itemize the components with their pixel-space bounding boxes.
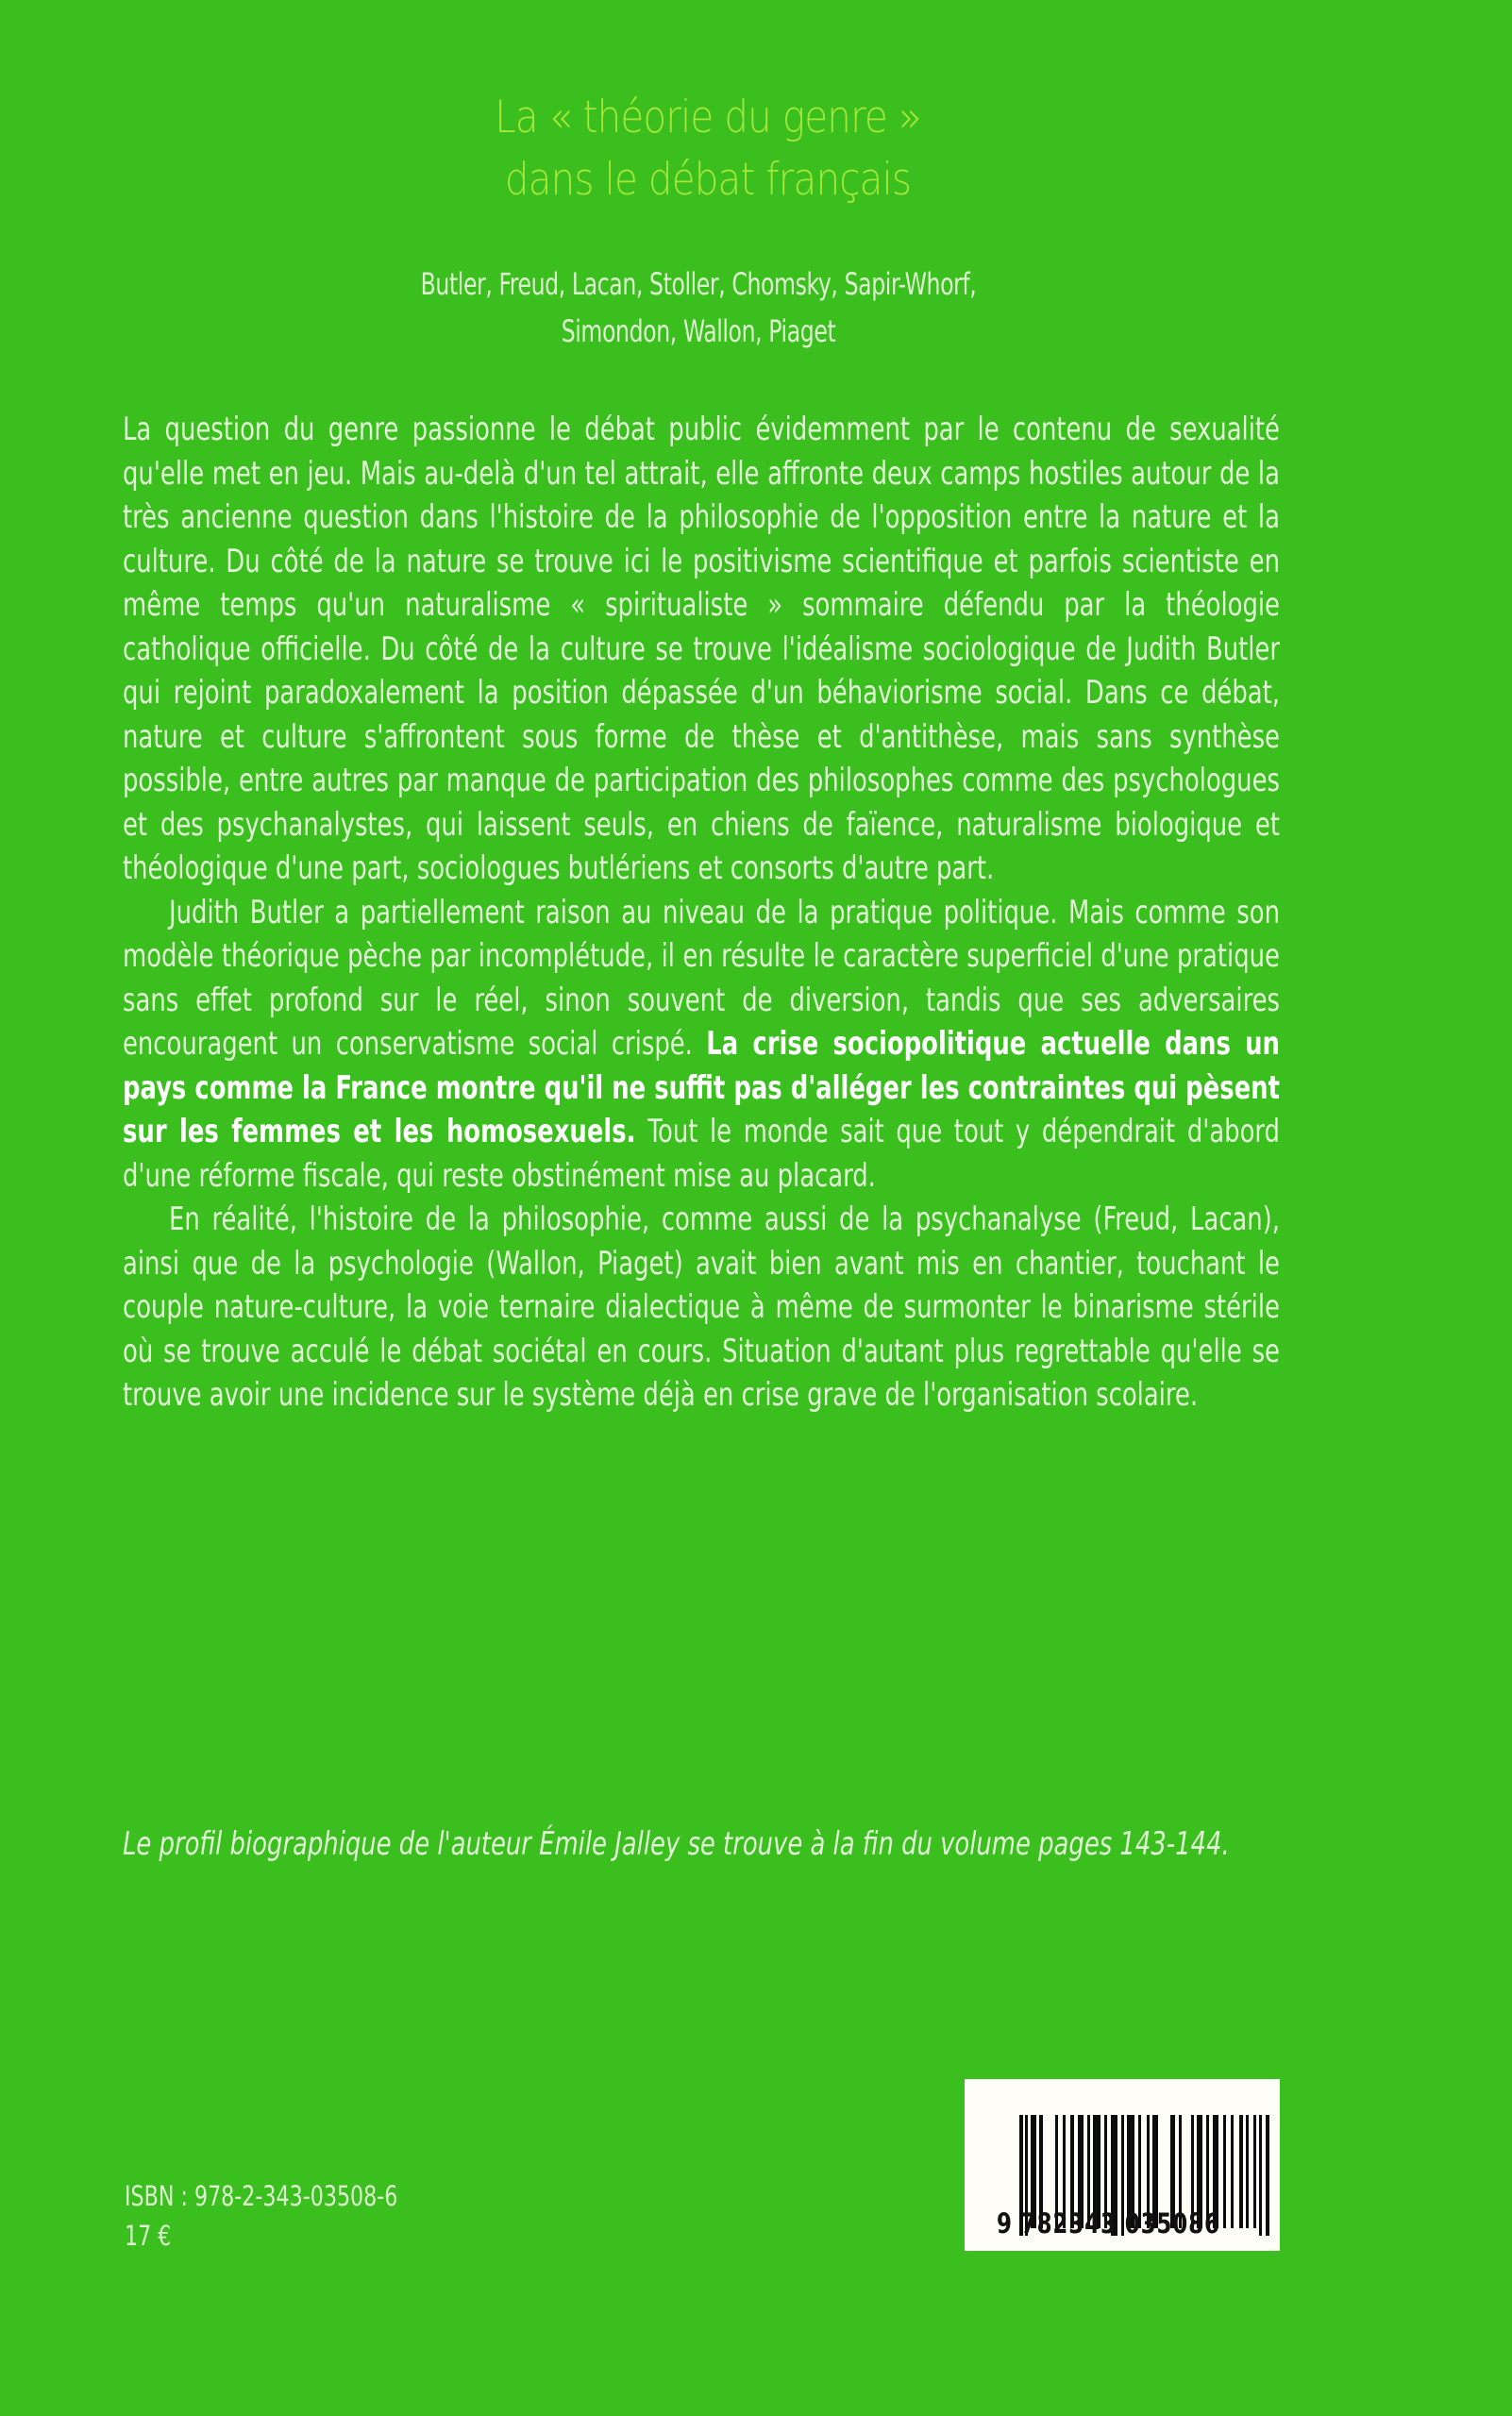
title-line-2: dans le débat français [504,154,912,206]
isbn-text: ISBN : 978-2-343-03508-6 [125,2180,398,2212]
subtitle-line-2: Simondon, Wallon, Piaget [561,313,836,349]
paragraph-2-bold-emphasis: La crise sociopolitique actuelle dans un pays comme la France montre qu'il ne suffit pas d'alléger les contraintes qui pèsent sur les femmes et les homosexuels. [123,1025,1280,1150]
subtitle-line-1: Butler, Freud, Lacan, Stoller, Chomsky, Sapir-Whorf, [420,266,977,302]
price-text: 17 € [125,2220,172,2252]
book-subtitle [311,260,1085,355]
paragraph-2-end: Tout le monde sait que tout y dépendrait d'abord d'une réforme fiscale, qui reste obstinément mise au placard. [123,1113,1280,1195]
blurb-paragraph-3: En réalité, l'histoire de la philosophie, comme aussi de la psychanalyse (Freud, Lacan), ainsi que de la psychologie (Wallon, Piaget) avait bien avant mis en chantier, touchant le couple nature-culture, la voie ternaire dialectique à même de surmonter le binarisme stérile où se trouve acculé le débat sociétal en cours. Situation d'autant plus regrettable qu'elle se trouve avoir une incidence sur le système déjà en crise grave de l'organisation scolaire. [123,1200,1280,1414]
author-note [123,1821,1280,1867]
paragraph-2-start: Judith Butler a partiellement raison au niveau de la pratique politique. Mais comme son modèle théorique pèche par incomplétude, il en résulte le caractère superficiel d'une pratique sans effet profond sur le réel, sinon souvent de diversion, tandis que ses adversaires encouragent un conservatisme social crispé. [123,893,1280,1063]
barcode-digits: 9 782343 035086 [997,2207,1220,2240]
barcode [965,2079,1280,2251]
author-note-text: Le profil biographique de l'auteur Émile Jalley se trouve à la fin du volume pages 143-144. [123,1825,1230,1863]
isbn-price-block [125,2176,397,2256]
title-line-1: La « théorie du genre » [495,92,921,143]
blurb-paragraph-2 [123,891,1280,1199]
blurb-paragraph-1: La question du genre passionne le débat public évidemment par le contenu de sexualité qu'elle met en jeu. Mais au-delà d'un tel attrait, elle affronte deux camps hostiles autour de la très ancienne question dans l'histoire de la philosophie de l'opposition entre la nature et la culture. Du côté de la nature se trouve ici le positivisme scientifique et parfois scientiste en même temps qu'un naturalisme « spiritualiste » sommaire défendu par la théologie catholique officielle. Du côté de la culture se trouve l'idéalisme sociologique de Judith Butler qui rejoint paradoxalement la position dépassée d'un béhaviorisme social. Dans ce débat, nature et culture s'affrontent sous forme de thèse et d'antithèse, mais sans synthèse possible, entre autres par manque de participation des philosophes comme des psychologues et des psychanalystes, qui laissent seuls, en chiens de faïence, naturalisme biologique et théologique d'une part, sociologues butlériens et consorts d'autre part. [123,411,1280,887]
book-title [343,87,1073,211]
back-cover-blurb [123,408,1280,1418]
